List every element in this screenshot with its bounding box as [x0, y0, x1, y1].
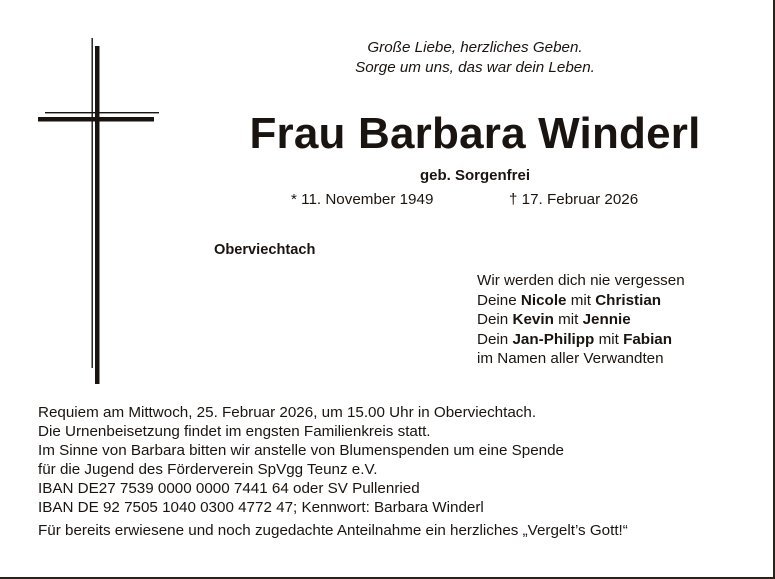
mourners-block [477, 271, 685, 369]
mourner-name: Fabian [623, 330, 673, 348]
mourner-joiner: mit [570, 291, 591, 309]
detail-line: IBAN DE27 7539 0000 0000 7441 64 oder SV Pullenried [38, 480, 420, 497]
mourner-name: Kevin [512, 311, 554, 328]
detail-line: IBAN DE 92 7505 1040 0300 4772 47; Kennwort: Barbara Winderl [38, 499, 484, 516]
mourner-prefix: Dein [477, 311, 509, 328]
mourners-line [477, 310, 685, 330]
mourner-name: Nicole [520, 291, 567, 309]
birth-date: * 11. November 1949 [291, 191, 434, 208]
detail-line: für die Jugend des Förderverein SpVgg Teunz e.V. [38, 461, 378, 478]
residence-place: Oberviechtach [214, 242, 316, 258]
mourner-name: Jan-Philipp [512, 330, 595, 348]
death-date: † 17. Februar 2026 [509, 191, 639, 208]
mourners-line [477, 330, 685, 350]
thanks-line: Für bereits erwiesene und noch zugedachte Anteilnahme ein herzliches „Vergelt’s Gott!“ [38, 522, 628, 539]
detail-line: Requiem am Mittwoch, 25. Februar 2026, um 15.00 Uhr in Oberviechtach. [38, 404, 537, 421]
detail-line: Die Urnenbeisetzung findet im engsten Familienkreis statt. [38, 423, 431, 440]
verse-line: Große Liebe, herzliches Geben. [367, 39, 583, 56]
mourner-prefix: Dein [477, 330, 509, 348]
mourner-name: Christian [595, 291, 662, 309]
memorial-verse [300, 38, 650, 78]
mourners-line: im Namen aller Verwandten [477, 350, 664, 367]
deceased-name: Frau Barbara Winderl [249, 109, 701, 158]
mourners-line [477, 291, 685, 311]
mourner-joiner: mit [598, 330, 619, 348]
detail-line: Im Sinne von Barbara bitten wir anstelle von Blumenspenden um eine Spende [38, 442, 564, 459]
maiden-name: geb. Sorgenfrei [419, 167, 531, 184]
verse-line: Sorge um uns, das war dein Leben. [355, 59, 595, 76]
mourner-name: Jennie [582, 311, 631, 328]
mourner-prefix: Deine [477, 291, 517, 309]
mourner-joiner: mit [558, 311, 579, 328]
mourners-line: Wir werden dich nie vergessen [477, 272, 685, 289]
service-details [38, 403, 628, 540]
cross-icon [36, 38, 166, 386]
